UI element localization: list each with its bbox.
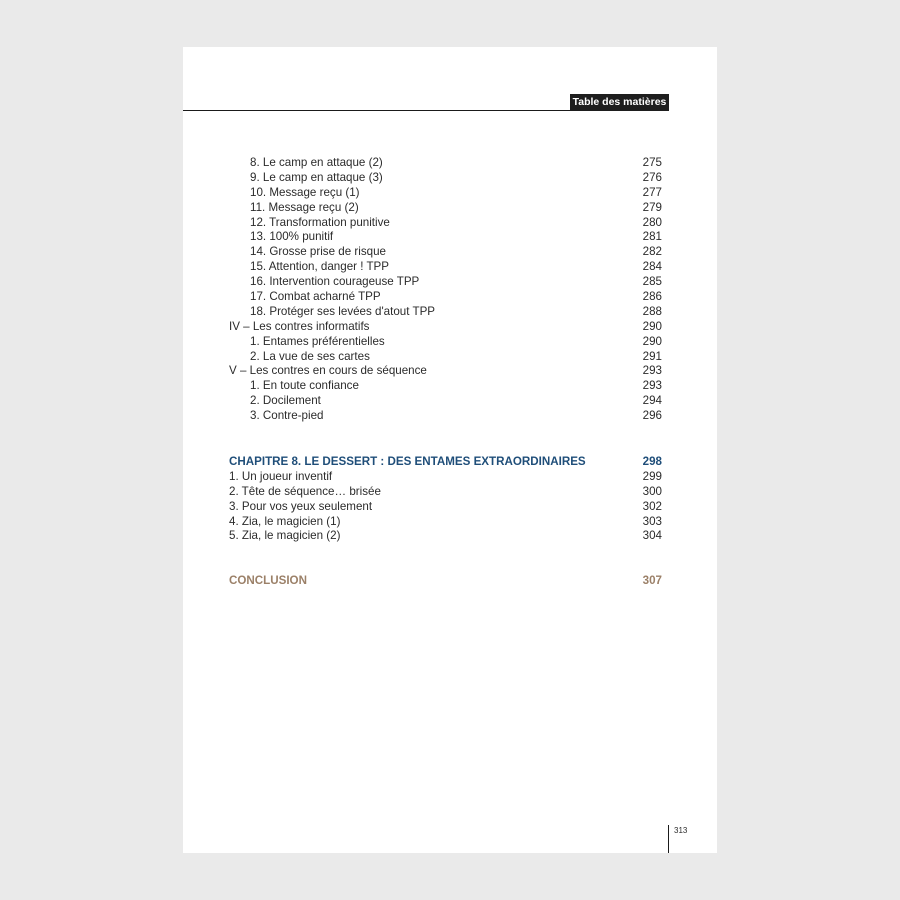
toc-entry-label: 14. Grosse prise de risque <box>250 245 386 259</box>
toc-entry-page: 304 <box>642 529 662 543</box>
toc-entry[interactable] <box>229 470 662 485</box>
toc-entry-page: 303 <box>642 514 662 528</box>
toc-entry[interactable] <box>229 500 662 515</box>
toc-entry[interactable] <box>229 335 662 350</box>
toc-entry-page: 285 <box>642 275 662 289</box>
toc-entry[interactable] <box>229 275 662 290</box>
toc-entry-label: 12. Transformation punitive <box>250 215 390 229</box>
toc-section-b <box>229 470 662 544</box>
toc-entry[interactable] <box>229 245 662 260</box>
toc-entry-page: 293 <box>642 364 662 378</box>
toc-entry-page: 294 <box>642 394 662 408</box>
toc-entry[interactable] <box>229 186 662 201</box>
toc-entry-page: 275 <box>642 156 662 169</box>
toc-entry-label: 15. Attention, danger ! TPP <box>250 260 390 274</box>
page-number: 313 <box>674 826 688 835</box>
toc-entry-label: 16. Intervention courageuse TPP <box>250 275 420 289</box>
toc-chapter-8[interactable] <box>229 455 662 470</box>
toc-entry-label: 2. La vue de ses cartes <box>250 349 370 363</box>
toc-entry[interactable] <box>229 156 662 171</box>
toc-entry-label: 4. Zia, le magicien (1) <box>229 514 341 528</box>
table-of-contents <box>229 156 662 589</box>
toc-entry-page: 302 <box>642 499 662 513</box>
toc-entry[interactable] <box>229 171 662 186</box>
toc-entry-page: 286 <box>642 290 662 304</box>
toc-entry[interactable] <box>229 290 662 305</box>
toc-entry-page: 299 <box>642 469 662 483</box>
toc-entry[interactable] <box>229 216 662 231</box>
toc-entry[interactable] <box>229 394 662 409</box>
toc-entry-page: 277 <box>642 185 662 199</box>
toc-entry-label: 3. Contre-pied <box>250 409 324 423</box>
toc-entry[interactable] <box>229 529 662 544</box>
toc-entry-label: 10. Message reçu (1) <box>250 185 360 199</box>
toc-entry-label: 5. Zia, le magicien (2) <box>229 529 341 543</box>
toc-chapter-label: CHAPITRE 8. LE DESSERT : DES ENTAMES EXTRAORDINAIRES <box>229 455 586 469</box>
toc-section-a <box>229 156 662 424</box>
toc-entry[interactable] <box>229 320 662 335</box>
toc-entry[interactable] <box>229 260 662 275</box>
toc-entry[interactable] <box>229 515 662 530</box>
footer-rule <box>668 825 669 853</box>
toc-entry-label: 1. Entames préférentielles <box>250 334 385 348</box>
toc-entry[interactable] <box>229 201 662 216</box>
running-header: Table des matières <box>570 94 669 111</box>
toc-entry[interactable] <box>229 230 662 245</box>
toc-conclusion-page: 307 <box>642 574 662 588</box>
toc-entry-page: 282 <box>642 245 662 259</box>
toc-entry-label: 9. Le camp en attaque (3) <box>250 170 383 184</box>
toc-entry[interactable] <box>229 350 662 365</box>
toc-conclusion[interactable] <box>229 574 662 589</box>
toc-entry-label: 8. Le camp en attaque (2) <box>250 156 383 169</box>
toc-entry-label: 1. En toute confiance <box>250 379 359 393</box>
toc-entry-page: 284 <box>642 260 662 274</box>
toc-entry-page: 290 <box>642 319 662 333</box>
toc-entry-page: 281 <box>642 230 662 244</box>
toc-entry[interactable] <box>229 485 662 500</box>
toc-entry-label: V – Les contres en cours de séquence <box>229 364 427 378</box>
toc-entry-page: 293 <box>642 379 662 393</box>
toc-entry[interactable] <box>229 305 662 320</box>
toc-entry[interactable] <box>229 409 662 424</box>
toc-entry-label: IV – Les contres informatifs <box>229 319 370 333</box>
toc-entry[interactable] <box>229 364 662 379</box>
toc-chapter-page: 298 <box>642 455 662 469</box>
book-page <box>183 47 717 853</box>
toc-entry-page: 276 <box>642 170 662 184</box>
toc-entry-page: 288 <box>642 304 662 318</box>
toc-entry-label: 3. Pour vos yeux seulement <box>229 499 373 513</box>
toc-entry-page: 296 <box>642 409 662 423</box>
toc-entry-label: 13. 100% punitif <box>250 230 334 244</box>
toc-entry-label: 11. Message reçu (2) <box>250 200 359 214</box>
toc-entry-page: 279 <box>642 200 662 214</box>
toc-entry-label: 1. Un joueur inventif <box>229 469 333 483</box>
toc-entry-label: 2. Docilement <box>250 394 321 408</box>
toc-entry-page: 300 <box>642 484 662 498</box>
toc-entry-label: 2. Tête de séquence… brisée <box>229 484 381 498</box>
toc-entry-label: 18. Protéger ses levées d'atout TPP <box>250 304 436 318</box>
toc-entry[interactable] <box>229 379 662 394</box>
toc-entry-label: 17. Combat acharné TPP <box>250 290 381 304</box>
toc-entry-page: 291 <box>642 349 662 363</box>
toc-entry-page: 290 <box>642 334 662 348</box>
toc-conclusion-label: CONCLUSION <box>229 574 307 588</box>
toc-entry-page: 280 <box>642 215 662 229</box>
